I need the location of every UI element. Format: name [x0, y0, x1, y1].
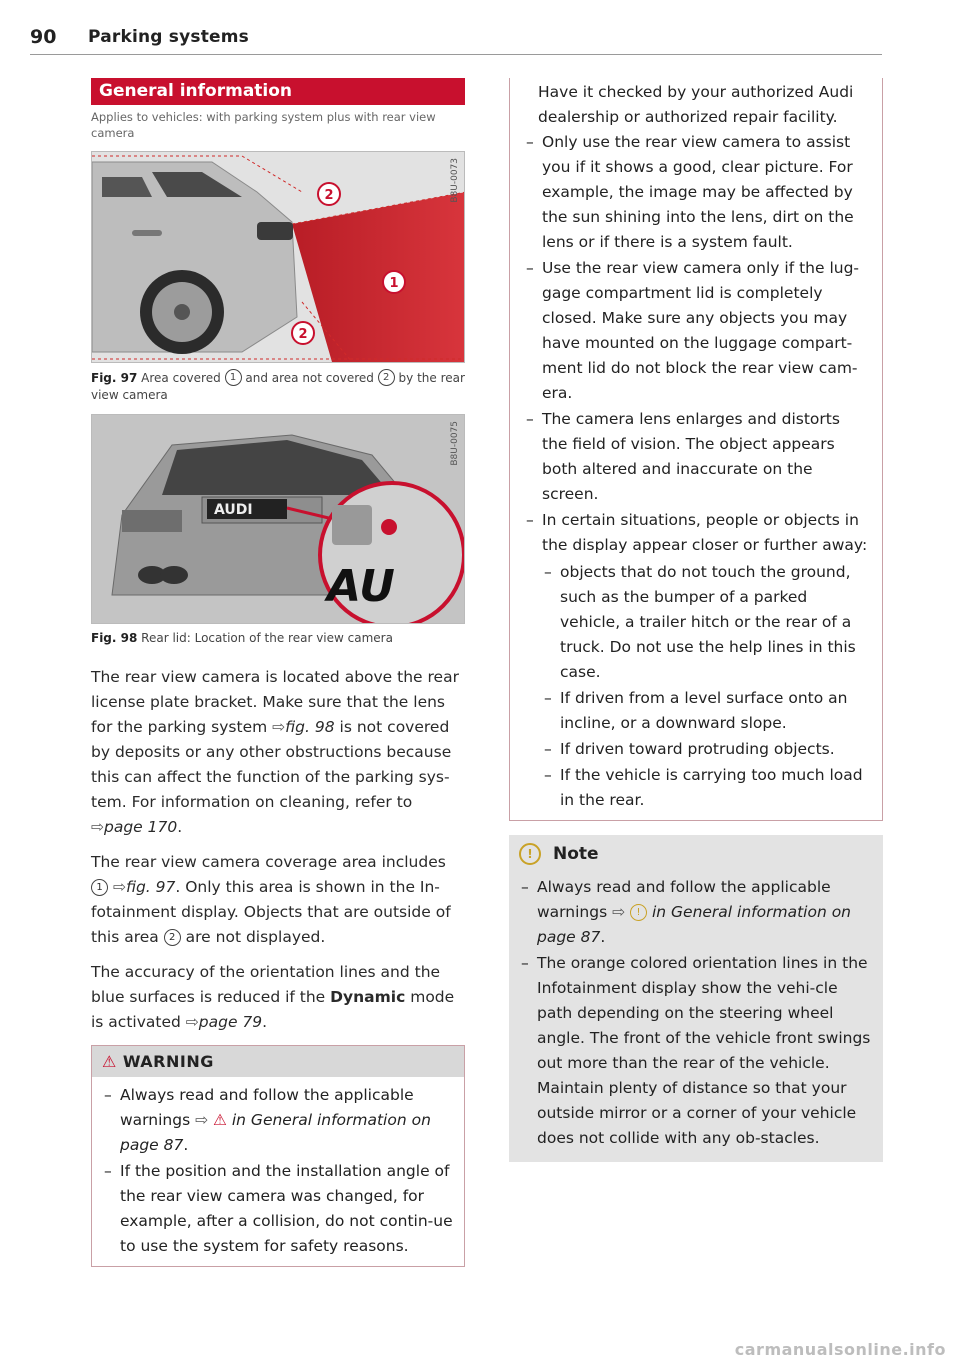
arrow-ref-icon: ⇨ — [112, 878, 126, 896]
figure-97-caption: Fig. 97 Area covered 1 and area not covered 2 by the rear view camera — [91, 371, 465, 402]
note-box — [509, 835, 883, 1162]
sub-list-item: – If driven from a level surface onto an incline, or a downward slope. — [542, 686, 870, 736]
figure-97 — [91, 151, 465, 363]
chapter-title: Parking systems — [88, 27, 249, 47]
sub-list-item: – If driven toward protruding objects. — [542, 737, 870, 762]
figure-98-caption: Fig. 98 Rear lid: Location of the rear view camera — [91, 631, 393, 645]
right-column — [509, 78, 883, 1162]
page-ref-link[interactable]: page 79 — [198, 1013, 263, 1031]
page-number: 90 — [30, 26, 57, 48]
note-header: ! Note — [509, 835, 883, 871]
warning-lead-text: Have it checked by your authorized Audi dealership or authorized repair facility. — [538, 83, 854, 126]
section-title: General information — [91, 78, 465, 105]
note-info-icon: ! — [519, 843, 541, 865]
camera-coverage-illustration — [92, 152, 465, 362]
callout-ref-1: 1 — [91, 879, 108, 896]
warning-box — [91, 1045, 465, 1267]
list-item: – Only use the rear view camera to assist you if it shows a good, clear picture. For example, the image may be affected by the sun shining into the lens, dirt on the lens or if there is a system fault. — [524, 130, 870, 255]
applies-note: Applies to vehicles: with parking system plus with rear view camera — [91, 110, 436, 140]
arrow-ref-icon: ⇨ — [272, 718, 286, 736]
note-ref-link[interactable]: in General information on page 87 — [537, 903, 852, 946]
list-item: – Always read and follow the applicable warnings ⇨ ⚠ in General information on page 87. — [102, 1083, 454, 1158]
callout-2-bottom — [292, 322, 314, 344]
figure-id: B8U-0075 — [450, 421, 460, 466]
callout-ref-2: 2 — [378, 369, 395, 386]
fig-ref-link[interactable]: fig. 97 — [125, 878, 176, 896]
svg-text:1: 1 — [389, 276, 399, 291]
list-item: – Use the rear view camera only if the lug-gage compartment lid is completely closed. Make sure any objects you may have mounted on the luggage compart-ment lid do not block the rear view cam-era. — [524, 256, 870, 406]
left-column — [91, 78, 465, 1267]
list-item: – In certain situations, people or objects in the display appear closer or further away: – objects that do not touch the ground, such as the bumper of a parked vehicle, a trailer hitch or the rear of a truck. Do not use the help lines in this case. – If driven from a level surface onto an incline, or a downward slope. – If driven toward protruding objects. – If the vehicle is carrying too much load in the rear. — [524, 508, 870, 813]
paragraph-1: The rear view camera is located above the rear license plate bracket. Make sure that the lens for the parking system ⇨fig. 98 is not covered by deposits or any other obstructions because this can affect the function of the parking sys-tem. For information on cleaning, refer to ⇨page 170. — [91, 668, 459, 836]
dynamic-mode-term: Dynamic — [330, 988, 406, 1006]
arrow-ref-icon: ⇨ — [91, 818, 104, 836]
figure-id: B8U-0073 — [450, 158, 460, 203]
callout-2-top — [318, 183, 340, 205]
callout-ref-2: 2 — [164, 929, 181, 946]
warning-continuation-box — [509, 78, 883, 821]
warning-triangle-icon: ⚠ — [213, 1111, 227, 1129]
callout-1 — [383, 271, 405, 293]
arrow-ref-icon: ⇨ — [612, 903, 626, 921]
svg-text:2: 2 — [324, 188, 334, 203]
fig-ref-link[interactable]: fig. 98 — [285, 718, 335, 736]
callout-ref-1: 1 — [225, 369, 242, 386]
list-item: – The camera lens enlarges and distorts the field of vision. The object appears both altered and inaccurate on the screen. — [524, 407, 870, 507]
paragraph-2: The rear view camera coverage area includes 1 ⇨fig. 97. Only this area is shown in the In-fotainment display. Objects that are outside of this area 2 are not displayed. — [91, 853, 451, 946]
sub-list-item: – If the vehicle is carrying too much load in the rear. — [542, 763, 870, 813]
watermark: carmanualsonline.info — [734, 1340, 946, 1359]
warning-triangle-icon: ⚠ — [102, 1052, 117, 1071]
list-item: – Always read and follow the applicable warnings ⇨ ! in General information on page 87. — [519, 875, 873, 950]
body-text — [91, 665, 465, 1035]
figure-98 — [91, 414, 465, 624]
arrow-ref-icon: ⇨ — [195, 1111, 209, 1129]
note-ref-icon: ! — [630, 904, 647, 921]
zoomed-badge: AU — [327, 561, 395, 612]
page-ref-link[interactable]: page 170 — [104, 818, 178, 836]
svg-text:2: 2 — [298, 327, 308, 342]
list-item: – If the position and the installation angle of the rear view camera was changed, for example, after a collision, do not contin-ue to use the system for safety reasons. — [102, 1159, 454, 1259]
sub-list-item: – objects that do not touch the ground, such as the bumper of a parked vehicle, a trailer hitch or the rear of a truck. Do not use the help lines in this case. — [542, 560, 870, 685]
warning-header: ⚠ WARNING — [92, 1046, 464, 1077]
list-item: – The orange colored orientation lines in the Infotainment display show the vehi-cle path depending on the steering wheel angle. The front of the vehicle front swings out more than the rear of the vehicle. Maintain plenty of distance so that your outside mirror or a corner of your vehicle does not collide with any ob-stacles. — [519, 951, 873, 1151]
page-header — [30, 24, 882, 55]
warning-ref-link[interactable]: in General information on page 87 — [120, 1111, 431, 1154]
rear-lid-illustration — [92, 415, 465, 623]
arrow-ref-icon: ⇨ — [185, 1013, 199, 1031]
paragraph-3: The accuracy of the orientation lines and the blue surfaces is reduced if the Dynamic mode is activated ⇨page 79. — [91, 963, 455, 1031]
rear-badge: AUDI — [214, 502, 253, 518]
